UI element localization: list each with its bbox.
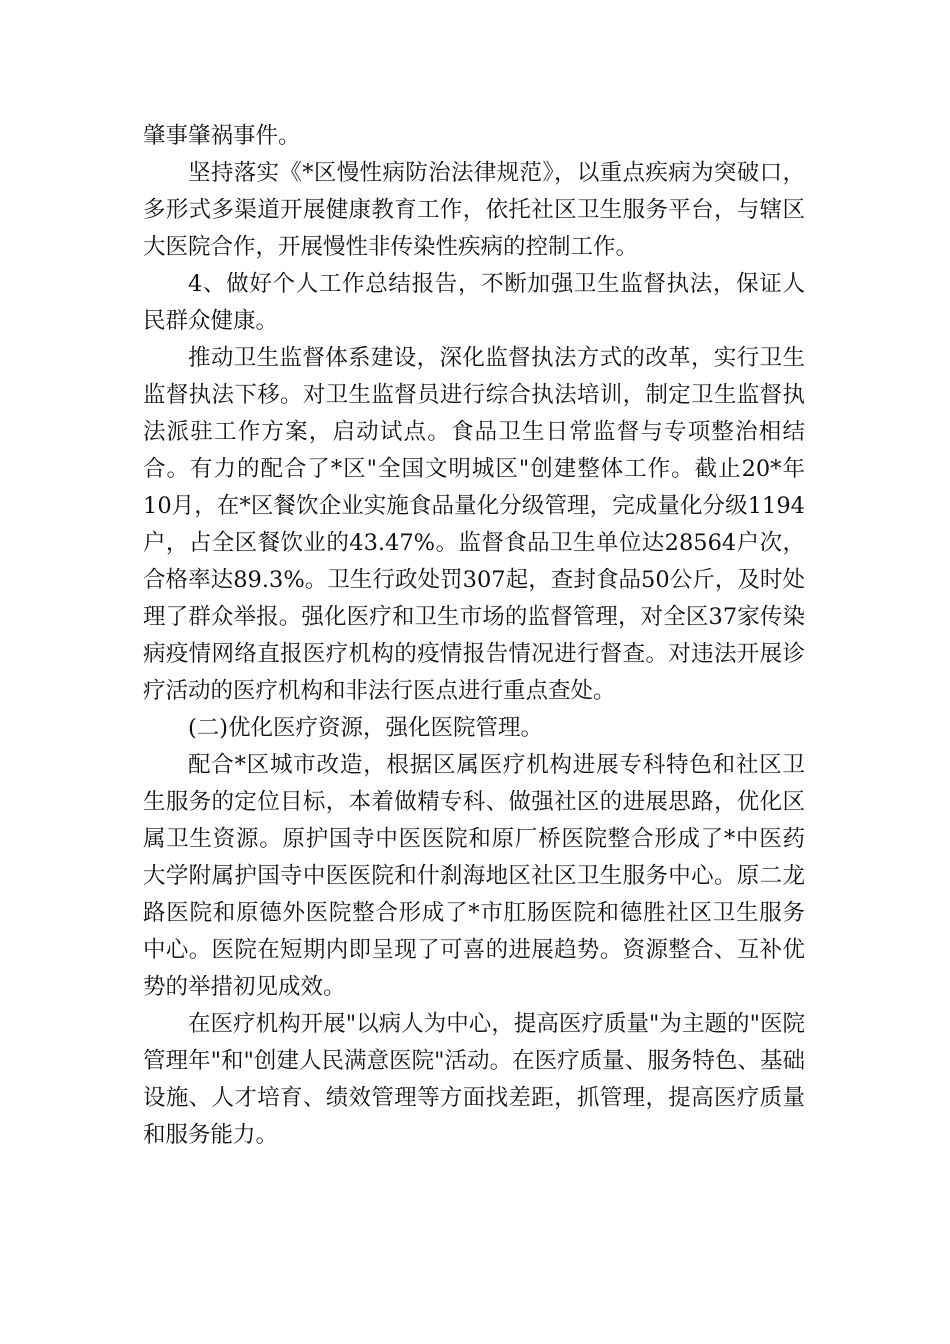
paragraph-4: 推动卫生监督体系建设，深化监督执法方式的改革，实行卫生监督执法下移。对卫生监督员进行综合执法培训，制定卫生监督执法派驻工作方案，启动试点。食品卫生日常监督与专项整治相结合。有力的配合了*区"全国文明城区"创建整体工作。截止20*年10月，在*区餐饮企业实施食品量化分级管理，完成量化分级1194户，占全区餐饮业的43.47%。监督食品卫生单位达28564户次，合格率达89.3%。卫生行政处罚307起，查封食品50公斤，及时处理了群众举报。强化医疗和卫生市场的监督管理，对全区37家传染病疫情网络直报医疗机构的疫情报告情况进行督查。对违法开展诊疗活动的医疗机构和非法行医点进行重点查处。 xyxy=(143,345,805,704)
paragraph-2: 坚持落实《*区慢性病防治法律规范》，以重点疾病为突破口，多形式多渠道开展健康教育工作，依托社区卫生服务平台，与辖区大医院合作，开展慢性非传染性疾病的控制工作。 xyxy=(143,160,805,260)
document-body xyxy=(143,118,805,1154)
paragraph-6: 配合*区城市改造，根据区属医疗机构进展专科特色和社区卫生服务的定位目标，本着做精专科、做强社区的进展思路，优化区属卫生资源。原护国寺中医医院和原厂桥医院整合形成了*中医药大学附属护国寺中医医院和什刹海地区社区卫生服务中心。原二龙路医院和原德外医院整合形成了*市肛肠医院和德胜社区卫生服务中心。医院在短期内即呈现了可喜的进展趋势。资源整合、互补优势的举措初见成效。 xyxy=(143,752,805,1000)
paragraph-1: 肇事肇祸事件。 xyxy=(143,123,301,149)
paragraph-5-heading: (二)优化医疗资源，强化医院管理。 xyxy=(188,715,544,741)
paragraph-3-heading: 4、做好个人工作总结报告，不断加强卫生监督执法，保证人民群众健康。 xyxy=(143,271,805,334)
paragraph-7: 在医疗机构开展"以病人为中心，提高医疗质量"为主题的"医院管理年"和"创建人民满意医院"活动。在医疗质量、服务特色、基础设施、人才培育、绩效管理等方面找差距，抓管理，提高医疗质量和服务能力。 xyxy=(143,1011,805,1148)
